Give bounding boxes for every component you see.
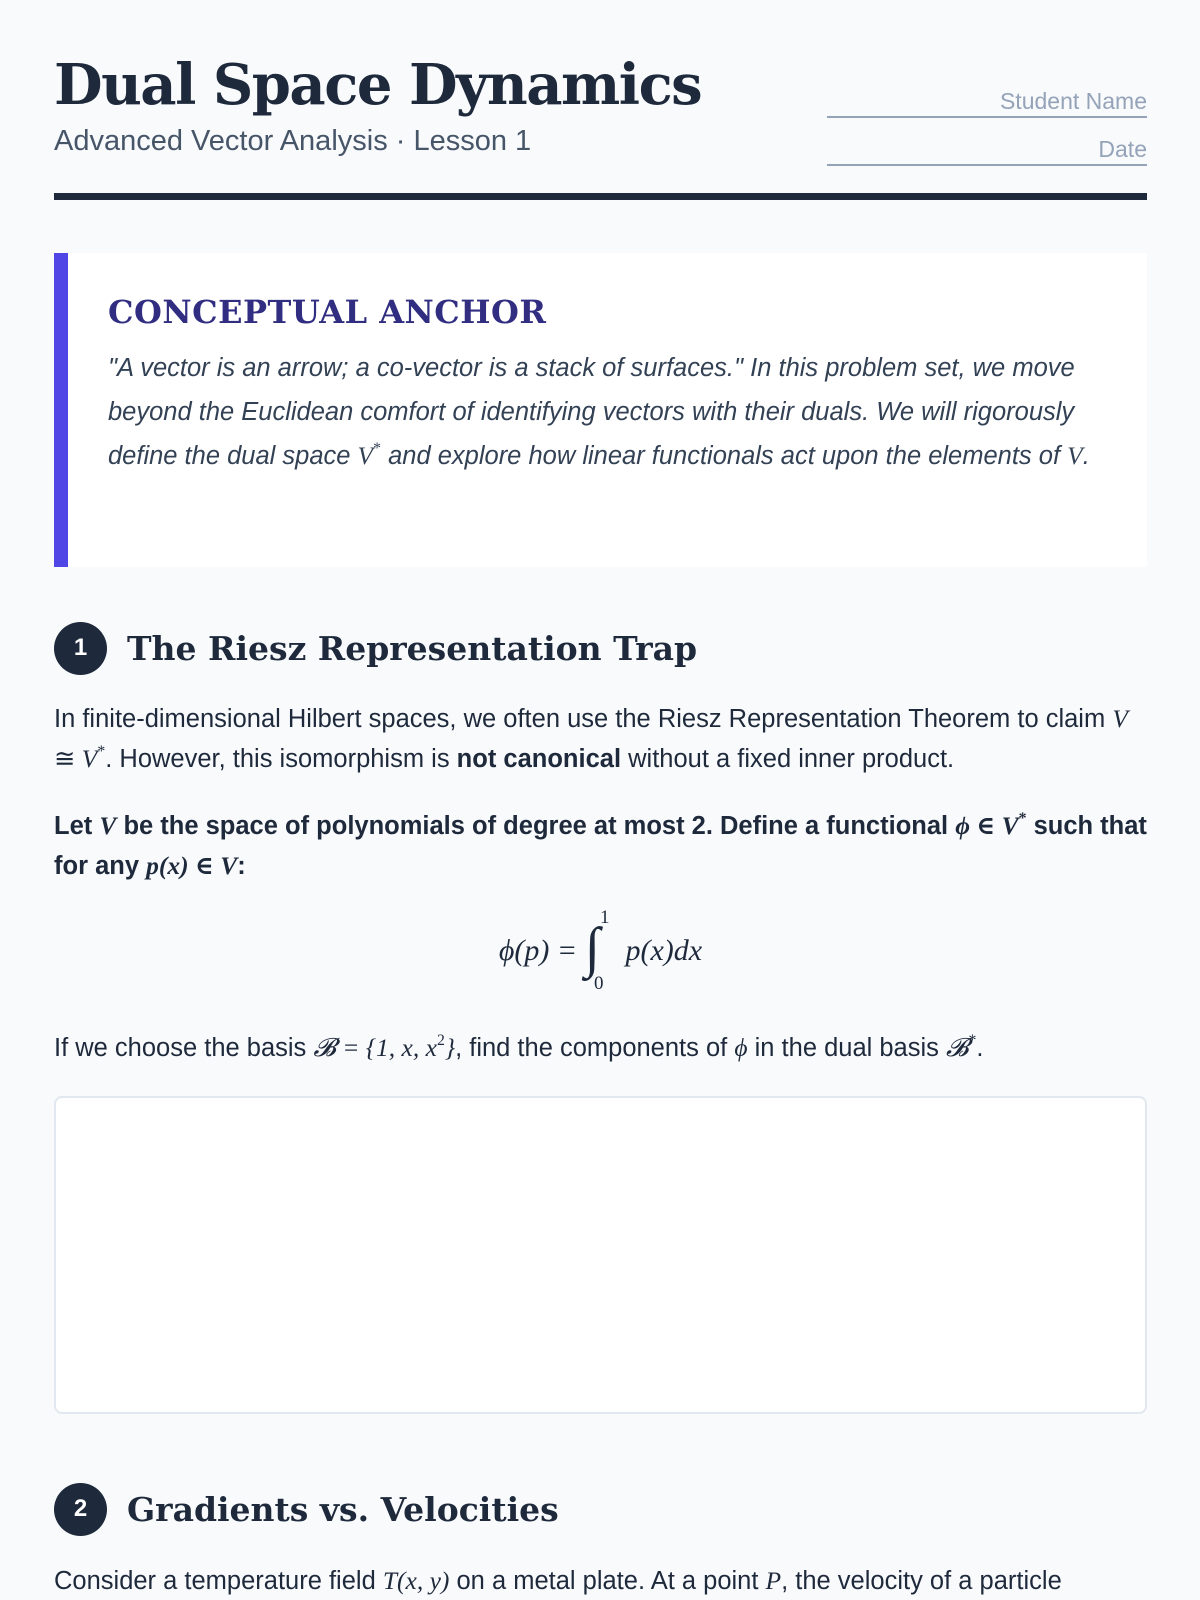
section-1-intro: In finite-dimensional Hilbert spaces, we often use the Riesz Representation Theorem to claim V ≅ V*. However, this isomorphism is not canonical without a fixed inner product. bbox=[54, 704, 1128, 773]
answer-box[interactable] bbox=[54, 1096, 1147, 1414]
callout-text: "A vector is an arrow; a co-vector is a stack of surfaces." In this problem set, we move beyond the Euclidean comfort of identifying vectors with their duals. We will rigorously define the dual space V* and explore how linear functionals act upon the elements of V. bbox=[108, 354, 1090, 470]
page-subtitle: Advanced Vector Analysis · Lesson 1 bbox=[54, 125, 532, 157]
section-1-problem: Let V be the space of polynomials of degree at most 2. Define a functional ϕ ∈ V* such that for any p(x) ∈ V: bbox=[54, 809, 1147, 880]
section-number-badge: 2 bbox=[54, 1483, 107, 1536]
date-field[interactable]: Date bbox=[827, 132, 1147, 166]
section-2-intro: Consider a temperature field T(x, y) on a metal plate. At a point P, the velocity of a particle bbox=[54, 1566, 1062, 1595]
section-title: Gradients vs. Velocities bbox=[127, 1489, 559, 1529]
student-name-field[interactable]: Student Name bbox=[827, 84, 1147, 118]
section-number-badge: 1 bbox=[54, 622, 107, 675]
section-1-question: If we choose the basis 𝓑 = {1, x, $x^2$}, find the components of ϕ in the dual basis 𝓑*. bbox=[54, 1031, 984, 1062]
section-2-heading bbox=[54, 1482, 559, 1536]
callout-heading: CONCEPTUAL ANCHOR bbox=[108, 293, 547, 331]
worksheet-header bbox=[54, 0, 1147, 200]
section-1-heading bbox=[54, 621, 697, 675]
header-divider bbox=[54, 193, 1147, 200]
page-title: Dual Space Dynamics bbox=[54, 52, 702, 118]
worksheet-page bbox=[54, 0, 1147, 1595]
conceptual-anchor-callout bbox=[54, 253, 1147, 567]
integral-equation: ϕ(p) = ∫ 1 0 p(x)dx bbox=[498, 907, 703, 995]
section-title: The Riesz Representation Trap bbox=[127, 628, 698, 668]
